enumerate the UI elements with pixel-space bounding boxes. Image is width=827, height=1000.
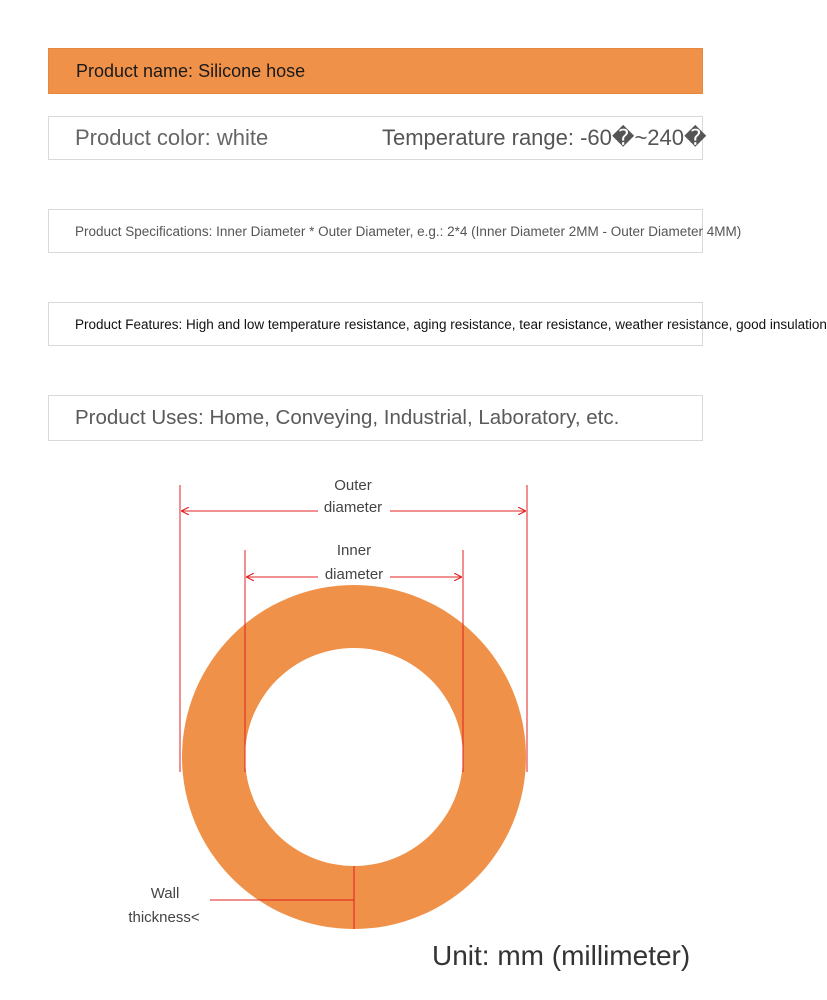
specifications-text: Product Specifications: Inner Diameter * Outer Diameter, e.g.: 2*4 (Inner Diameter 2MM - Outer Diameter 4MM) (75, 223, 742, 239)
wall-thickness-label-line2: thickness< (128, 909, 200, 926)
product-color-text: Product color: white (75, 125, 269, 150)
features-text: Product Features: High and low temperature resistance, aging resistance, tear resistance, weather resistance, good insulation (75, 316, 827, 332)
inner-diameter-label-line1: Inner (336, 542, 372, 559)
inner-diameter-label-line2: diameter (324, 566, 384, 583)
temperature-range-text: Temperature range: -60�~240� (382, 125, 707, 150)
outer-diameter-label-line1: Outer (334, 477, 372, 494)
product-name-text: Product name: Silicone hose (76, 60, 306, 81)
uses-text: Product Uses: Home, Conveying, Industrial, Laboratory, etc. (75, 406, 620, 429)
wall-thickness-label-line1: Wall (150, 885, 180, 902)
unit-note: Unit: mm (millimeter) (432, 940, 691, 971)
outer-diameter-label-line2: diameter (323, 499, 383, 516)
